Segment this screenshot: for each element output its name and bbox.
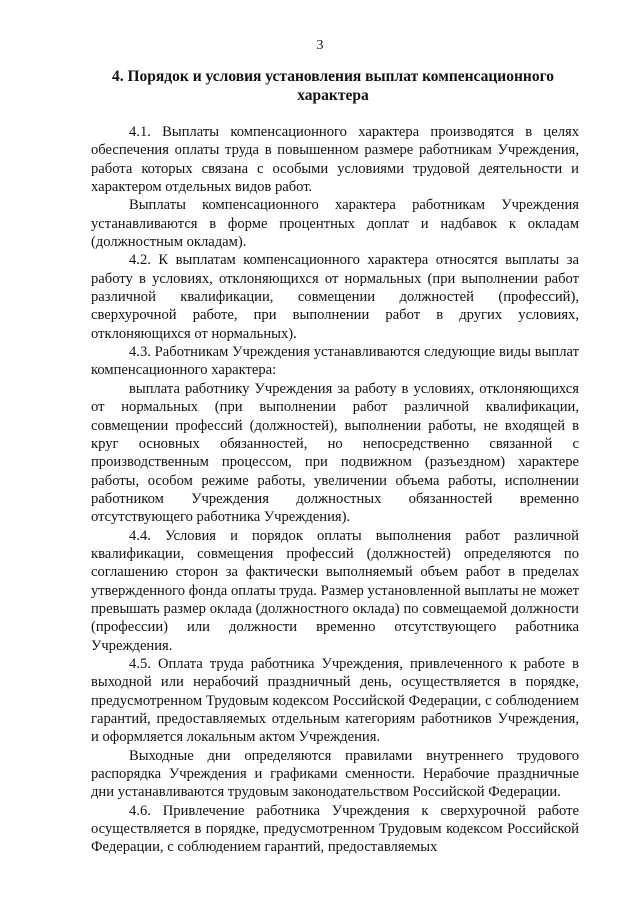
body-text	[91, 123, 579, 857]
paragraph-4-5-days-off: Выходные дни определяются правилами внутреннего трудового распорядка Учреждения и графиками сменности. Нерабочие праздничные дни устанавливаются трудовым законодательством Российской Федерации.	[91, 747, 579, 801]
page-number: 3	[316, 38, 324, 53]
paragraph-4-5: 4.5. Оплата труда работника Учреждения, привлеченного к работе в выходной или нерабочий праздничный день, осуществляется в порядке, предусмотренном Трудовым кодексом Российской Федерации, с соблюдением гарантий, предоставляемых отдельным категориям работников Учреждения, и оформляется локальным актом Учреждения.	[91, 655, 579, 746]
paragraph-4-1-form: Выплаты компенсационного характера работникам Учреждения устанавливаются в форме процентных доплат и надбавок к окладам (должностным окладам).	[91, 197, 579, 251]
paragraph-4-2: 4.2. К выплатам компенсационного характера относятся выплаты за работу в условиях, отклоняющихся от нормальных (при выполнении работ различной квалификации, совмещении должностей (профессий), сверхурочной работе, при выполнении работ в других условиях, отклоняющихся от нормальных).	[91, 252, 579, 342]
section-title: 4. Порядок и условия установления выплат компенсационного характера	[111, 68, 554, 104]
paragraph-4-3-item: выплата работнику Учреждения за работу в условиях, отклоняющихся от нормальных (при выполнении работ различной квалификации, совмещении профессий (должностей), выполнении работы, не входящей в круг основных обязанностей, но непосредственно связанной с производственным процессом, при подвижном (разъездном) характере работы, особом режиме работы, увеличении объема работы, исполнении работником Учреждения должностных обязанностей временно отсутствующего работника Учреждения).	[91, 380, 579, 526]
paragraph-4-4: 4.4. Условия и порядок оплаты выполнения работ различной квалификации, совмещения профессий (должностей) определяются по соглашению сторон за фактически выполняемый объем работ в пределах утвержденного фонда оплаты труда. Размер установленной выплаты не может превышать размер оклада (должностного оклада) по совмещаемой должности (профессии) или должности временно отсутствующего работника Учреждения.	[91, 527, 579, 654]
paragraph-4-3: 4.3. Работникам Учреждения устанавливаются следующие виды выплат компенсационного характера:	[91, 344, 579, 379]
paragraph-4-1: 4.1. Выплаты компенсационного характера производятся в целях обеспечения оплаты труда в повышенном размере работникам Учреждения, работа которых связана с особыми условиями трудовой деятельности и характером отдельных видов работ.	[91, 124, 579, 196]
paragraph-4-6: 4.6. Привлечение работника Учреждения к сверхурочной работе осуществляется в порядке, предусмотренном Трудовым кодексом Российской Федерации, с соблюдением гарантий, предоставляемых	[91, 802, 579, 856]
